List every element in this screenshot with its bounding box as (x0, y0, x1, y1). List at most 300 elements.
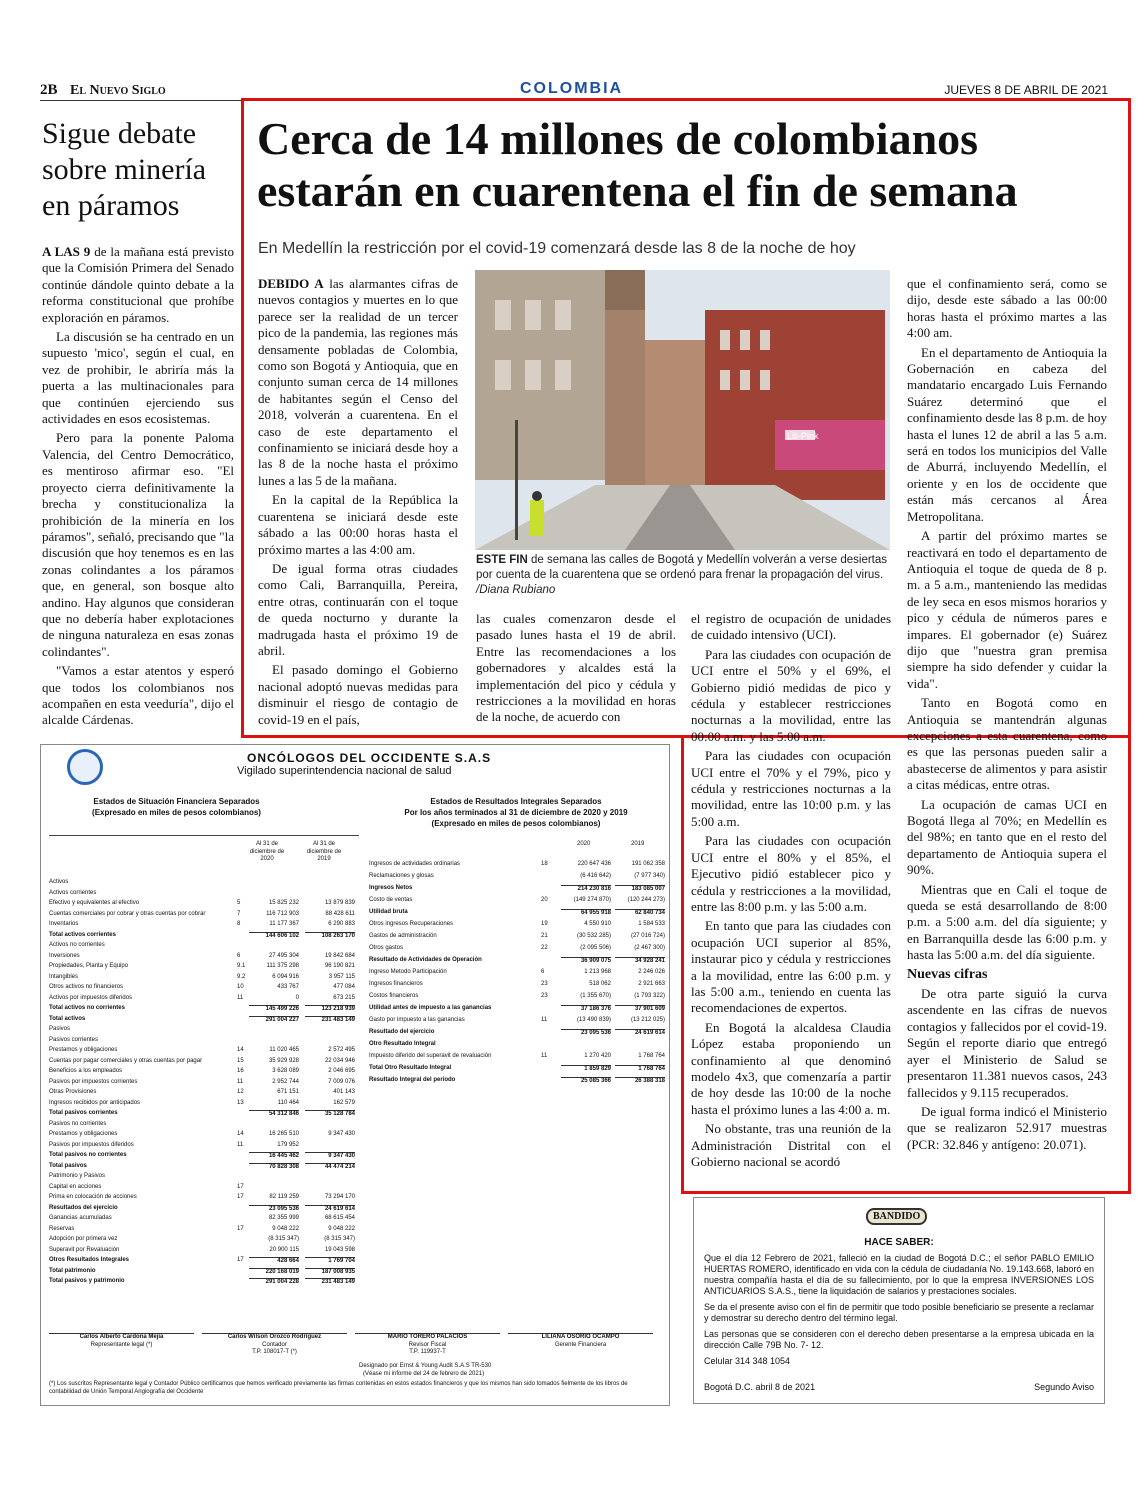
side-article-paragraph: La discusión se ha centrado en un supuesto 'mico', según el cual, en vez de prohibir, le abriría más la puerta a las multinacionales para que continúen ejerciendo sus actividades en esos ecosistemas. (42, 329, 234, 427)
main-article-subtitle: En Medellín la restricción por el covid-19 comenzará desde las 8 de la noche de hoy (258, 240, 856, 257)
row-value-2020: 16 265 510 (268, 1131, 299, 1137)
row-value-2020: (30 532 285) (576, 933, 611, 939)
signature (508, 1317, 653, 1349)
table-row (49, 1047, 359, 1058)
table-row (49, 1205, 359, 1216)
financial-statement (40, 744, 670, 1406)
balance-header-rule (49, 835, 359, 836)
table-row (369, 873, 665, 885)
row-value-2020: 671 151 (277, 1089, 299, 1095)
row-value-2019: 6 290 883 (328, 921, 355, 927)
row-label: Reclamaciones y glosas (369, 873, 434, 879)
row-value-2019: 68 615 454 (324, 1215, 355, 1221)
row-label: Prestamos y obligaciones (49, 1047, 118, 1053)
row-value-2020: 16 445 462 (249, 1152, 299, 1161)
table-row (49, 1016, 359, 1027)
row-label: Pasivos corrientes (49, 1036, 99, 1043)
table-row (49, 984, 359, 995)
main-article-paragraph: En el departamento de Antioquia la Gobernación en cabeza del mandatario encargado Luis Fernando Suárez determinó que el confinamiento desde las 8 p.m. de hoy hasta el lunes 12 de abril a las 5 a.m. será en todos los municipios del Valle de Aburrá, incluyendo Medellín, el oriente y en los de occidente que están más cercanos al Área Metropolitana. (907, 344, 1108, 524)
signature (355, 1317, 500, 1357)
row-value-2019: 24 619 614 (305, 1205, 355, 1214)
side-article-paragraph: de la mañana está previsto que la Comisión Primera del Senado continúe dándole quinto debate a la reforma constitucional que prohíbe exploración en páramos. (42, 244, 234, 325)
row-note: 14 (237, 1131, 244, 1137)
table-row (49, 1184, 359, 1195)
photo-credit: /Diana Rubiano (476, 584, 556, 596)
row-label: Ingreso Metodo Participación (369, 969, 447, 975)
financial-footnote: (*) Los suscritos Representante legal y Contador Público certificamos que hemos verificado previamente las firmas contenidas en estos estados financieros y que los mismos han sido tomados fielmente de los libros de contabilidad de Unión Temporal Angiografía del Occidente (49, 1381, 628, 1395)
main-article-col3 (691, 611, 891, 1173)
balance-title: Estados de Situación Financiera Separados (93, 797, 260, 806)
row-value-2019: 9 347 430 (328, 1131, 355, 1137)
row-value-2019: 1 769 704 (305, 1257, 355, 1266)
table-row (49, 974, 359, 985)
row-value-2020: 82 119 259 (269, 1194, 299, 1200)
row-note: 15 (237, 1057, 244, 1064)
balance-table (49, 879, 359, 1289)
row-label: Total pasivos no corrientes (49, 1152, 127, 1158)
row-value-2019: 1 768 764 (638, 1053, 665, 1059)
table-row (49, 1037, 359, 1048)
row-label: Resultados del ejercicio (49, 1204, 118, 1211)
table-row (49, 1068, 359, 1079)
table-row (369, 1029, 665, 1041)
table-row (49, 1247, 359, 1258)
row-label: Pasivos (49, 1026, 71, 1032)
row-value-2019: 2 046 695 (328, 1068, 355, 1074)
row-label: Efectivo y equivalentes al efectivo (49, 900, 140, 906)
income-col-2019: 2019 (631, 841, 645, 847)
row-value-2019: 88 428 611 (325, 910, 355, 917)
row-label: Otros activos no financieros (49, 984, 124, 990)
table-row (49, 942, 359, 953)
row-value-2020: 82 355 999 (268, 1215, 299, 1221)
street-photo (475, 270, 890, 550)
signature-role: Representante legal (*) (90, 1341, 153, 1348)
row-value-2019: 183 085 007 (615, 885, 665, 894)
row-label: Gasto por impuesto a las ganancias (369, 1017, 465, 1023)
row-label: Ingresos de actividades ordinarias (369, 861, 461, 867)
row-label: Ingresos Netos (369, 885, 413, 891)
main-article-paragraph: Para las ciudades con ocupación UCI entre el 80% y el 85%, el Ejecutivo pidió establecer pico y cédula y restricciones a la movilidad, entre las 8:00 p.m. y las 5:00 a.m. (691, 833, 891, 914)
table-row (49, 1194, 359, 1205)
signature-role: Contador (262, 1341, 287, 1348)
row-value-2019: (13 212 025) (630, 1017, 665, 1023)
row-label: Resultado de Actividades de Operación (369, 957, 482, 963)
main-article-col4 (907, 276, 1107, 1156)
signature-block (49, 1317, 661, 1363)
page-number: 2B (40, 82, 58, 98)
main-article-title: Cerca de 14 millones de colombianos estarán en cuarentena el fin de semana (257, 113, 1018, 216)
signature-name: Carlos Wilson Orozco Rodríguez (227, 1334, 322, 1340)
signature-tp: T.P. 119937-T (409, 1349, 446, 1356)
row-value-2019: 26 388 318 (615, 1077, 665, 1086)
table-row (49, 1236, 359, 1247)
side-article-body (42, 244, 234, 732)
signature-role: Revisor Fiscal (408, 1341, 447, 1348)
row-value-2020: 116 712 903 (266, 910, 299, 917)
row-note: 9.2 (237, 973, 246, 980)
table-row (369, 861, 665, 873)
row-note: 12 (237, 1089, 244, 1095)
row-label: Ganancias acumuladas (49, 1215, 112, 1221)
row-label: Ingresos recibidos por anticipados (49, 1099, 141, 1106)
table-row (49, 1089, 359, 1100)
row-value-2020: (13 490 839) (576, 1017, 611, 1023)
row-value-2019: 24 619 614 (615, 1029, 665, 1038)
main-article-paragraph: De igual forma otras ciudades como Cali, Barranquilla, Pereira, entre otras, continuarán con el toque de queda nocturno y durante la madrugada hasta el próximo 19 de abril. (258, 560, 458, 658)
auditor-note: Designado por Ernst & Young Audit S.A.S TR-530 (359, 1363, 492, 1369)
row-value-2020: 291 004 228 (249, 1278, 299, 1287)
table-row (49, 890, 359, 901)
table-row (369, 1041, 661, 1053)
row-note: 11 (237, 994, 244, 1001)
row-note: 8 (237, 921, 241, 927)
table-row (369, 993, 665, 1005)
row-value-2020: 291 004 227 (249, 1016, 299, 1025)
main-article-paragraph: las alarmantes cifras de nuevos contagios y muertes en lo que parece ser la realidad de un tercer pico de la pandemia, las regiones más densamente pobladas de Colombia, como son Bogotá y Antioquia, que en conjunto suman cerca de 14 millones de habitantes según el Censo del 2018, volverán a cuarentena. En el caso de este departamento el confinamiento se iniciará desde hoy a las 8 de la noche hasta el próximo lunes a las 5 de la mañana. (258, 276, 458, 488)
table-row (49, 1026, 359, 1037)
side-article-paragraph: "Vamos a estar atentos y esperó que todos los colombianos nos acompañen en esta veeduría", dijo el alcalde Cárdenas. (42, 663, 234, 728)
table-row (369, 921, 665, 933)
row-label: Reservas (49, 1225, 75, 1232)
row-value-2019: 9 347 430 (305, 1152, 355, 1161)
row-value-2020: 64 955 918 (561, 909, 611, 918)
row-label: Otras Provisiones (49, 1089, 97, 1095)
row-label: Total activos corrientes (49, 931, 116, 938)
income-title: Estados de Resultados Integrales Separados (430, 797, 602, 806)
row-value-2019: 162 579 (333, 1099, 355, 1106)
income-subtitle-units: (Expresado en miles de pesos colombianos) (431, 819, 601, 828)
row-value-2019: 673 215 (333, 994, 355, 1001)
row-value-2019: 13 879 839 (324, 900, 355, 906)
row-label: Pasivos por impuestos diferidos (49, 1141, 134, 1148)
row-value-2020: 220 647 436 (577, 861, 611, 867)
notice-paragraph: Que el día 12 Febrero de 2021, falleció en la ciudad de Bogotá D.C.; el señor PABLO EMILIO HUERTAS ROMERO, identificado en vida con la cédula de ciudadanía No. 19.143.668, laboró en nuestra compañía hasta el día de su fallecimiento, por lo que la empresa INVERSIONES LOS ANTICUARIOS S.A.S., tiene la liquidación de salarios y prestaciones sociales. (704, 1253, 1094, 1296)
row-value-2019: 73 294 170 (324, 1194, 355, 1200)
row-value-2019: 2 246 026 (638, 969, 665, 975)
row-note: 10 (237, 984, 244, 990)
table-row (369, 1017, 665, 1029)
row-value-2019: 35 128 784 (305, 1110, 355, 1119)
row-note: 6 (237, 952, 241, 959)
table-row (49, 1278, 359, 1289)
row-value-2020: 428 664 (249, 1257, 299, 1266)
table-row (49, 1268, 359, 1279)
table-row (49, 1110, 359, 1121)
row-label: Resultado del ejercicio (369, 1029, 435, 1035)
table-row (49, 1131, 359, 1142)
table-row (49, 921, 359, 932)
row-label: Cuentas comerciales por cobrar y otras cuentas por cobrar (49, 910, 206, 917)
table-row (369, 969, 665, 981)
notice-place-date: Bogotá D.C. abril 8 de 2021 (704, 1382, 816, 1392)
row-value-2020: 220 168 019 (249, 1268, 299, 1277)
row-value-2019: 191 062 358 (631, 861, 665, 867)
main-article-paragraph: Tanto en Bogotá como en Antioquia se mantendrán algunas excepciones a esta cuarentena, como es que las personas pueden salir a abastecerse de alimentos y para asistir a citas médicas, entre otras. (907, 695, 1107, 793)
row-value-2019: 7 009 076 (328, 1078, 355, 1085)
main-article-paragraph: Mientras que en Cali el toque de queda se está desarrollando de 8:00 p.m. a 5:00 a.m. del día siguiente; y en Barranquilla desde las 6:00 p.m. y hasta las 5:00 a.m. del día siguiente. (907, 881, 1107, 963)
row-value-2020: 433 767 (277, 984, 299, 990)
table-row (369, 1053, 665, 1065)
row-value-2019: 34 928 241 (615, 957, 665, 966)
row-label: Costos financieros (369, 993, 419, 999)
income-col-2020: 2020 (577, 841, 591, 847)
row-label: Otros Resultados Integrales (49, 1257, 130, 1263)
row-label: Pasivos por impuestos corrientes (49, 1078, 138, 1085)
row-label: Total pasivos corrientes (49, 1110, 118, 1116)
row-label: Ingresos financieros (369, 981, 423, 987)
signature-role: Gerente Financiera (554, 1341, 607, 1348)
row-label: Total activos (49, 1015, 86, 1022)
table-row (49, 963, 359, 974)
table-row (49, 1079, 359, 1090)
issue-date: JUEVES 8 DE ABRIL DE 2021 (944, 83, 1108, 97)
main-article-paragraph: La ocupación de camas UCI en Bogotá llega al 70%; en Medellín es del 98%; en tanto que en el resto del departamento de Antioquia supera el 90%. (907, 796, 1107, 878)
row-label: Total patrimonio (49, 1267, 96, 1274)
table-row (49, 1163, 359, 1174)
row-label: Otros gastos (369, 945, 404, 951)
side-article-title: Sigue debate sobre minería en páramos (42, 117, 207, 222)
main-article-paragraph: A partir del próximo martes se reactivará en todo el departamento de Antioquia el toque de queda de 8 p. m. a 5 a.m., manteniendo las medidas de ley seca en esos mismos horarios y pico y cédula de números pares e impares. El gobernador (e) Suárez dijo que "nuestra gran premisa siempre ha sido defender y cuidar la vida". (907, 528, 1107, 691)
shop-sign-label: Lili-Pink (787, 431, 819, 441)
main-article-paragraph: No obstante, tras una reunión de la Administración Distrital con el Gobierno nacional se acordó (691, 1121, 891, 1169)
row-value-2020: 3 628 089 (272, 1068, 299, 1074)
row-label: Otros ingresos Recuperaciones (369, 921, 454, 927)
row-value-2019: 19 842 684 (324, 952, 355, 959)
row-label: Resultado Integral del periodo (369, 1077, 456, 1083)
table-row (49, 932, 359, 943)
row-note: 11 (237, 1078, 244, 1085)
row-value-2020: 4 550 910 (584, 921, 611, 927)
row-value-2020: 36 909 075 (561, 957, 611, 966)
photo-caption (476, 553, 888, 598)
row-value-2020: 6 094 916 (272, 973, 299, 980)
auditor-note-date: (Véase mi informe del 24 de febrero de 2021) (363, 1371, 485, 1377)
table-row (49, 953, 359, 964)
row-value-2019: 96 190 821 (324, 963, 355, 969)
main-article-col1 (258, 276, 458, 731)
row-value-2019: 3 957 115 (328, 973, 355, 980)
table-row (49, 995, 359, 1006)
signature-name: MARIO TORERO PALACIOS (387, 1334, 468, 1340)
row-label: Utilidad antes de impuesto a las ganancias (369, 1005, 492, 1011)
row-value-2019: 108 263 170 (305, 932, 355, 941)
row-value-2020: 9 048 222 (272, 1225, 299, 1232)
row-value-2020: 111 375 298 (266, 963, 299, 969)
photo-caption-text: de semana las calles de Bogotá y Medellín volverán a verse desiertas por cuenta de la cuarentena que se ordenó para frenar la propagación del virus. (476, 554, 888, 581)
main-article-paragraph: Para las ciudades con ocupación UCI entre el 70% y el 79%, pico y cédula y restricciones nocturnas a la movilidad, entre las 10:00 p.m. y las 5:00 a.m. (691, 748, 891, 829)
row-note: 19 (541, 921, 548, 927)
row-note: 18 (541, 861, 548, 867)
company-logo (67, 749, 103, 785)
main-article-paragraph: De otra parte siguió la curva ascendente en las cifras de nuevos contagios y fallecidos por el covid-19. Según el reporte diario que entregó ayer el Ministerio de Salud se presentaron 11.381 nuevos casos, 243 fallecidos y 9.115 recuperados. (907, 986, 1107, 1100)
notice-number: Segundo Aviso (1034, 1382, 1094, 1392)
signature-name: Carlos Alberto Cardona Mejía (79, 1334, 164, 1340)
notice-phone: Celular 314 348 1054 (704, 1356, 791, 1366)
balance-col-2020: Al 31 de diciembre de 2020 (249, 841, 285, 863)
row-note: 6 (541, 969, 545, 975)
row-label: Activos corrientes (49, 889, 97, 896)
row-label: Costo de ventas (369, 897, 413, 903)
row-note: 5 (237, 900, 241, 906)
row-label: Adopción por primera vez (49, 1236, 118, 1242)
row-value-2019: 37 901 609 (615, 1005, 665, 1014)
notice-paragraph: Se da el presente aviso con el fin de permitir que todo posible beneficiario se presente a reclamar y demostrar su derecho dentro del término legal. (704, 1302, 1094, 1323)
side-article-paragraph: Pero para la ponente Paloma Valencia, del Centro Democrático, es mentiroso afirmar eso. "El proyecto cierra definitivamente la brecha y constitucionaliza la prohibición de la minería en los páramos", señaló, precisando que "la discusión que hoy tenemos es en las zonas colindantes a los páramos que, en general, son bosque alto andino. Hay algunos que consideran que no debería haber explotaciones de ninguna naturaleza en esas zonas colindantes". (42, 430, 234, 659)
notice-logo: BANDIDO (866, 1208, 927, 1225)
row-label: Activos (49, 879, 69, 885)
row-label: Activos por impuestos diferidos (49, 994, 133, 1001)
row-label: Gastos de administración (369, 933, 437, 939)
table-row (369, 933, 665, 945)
table-row (369, 1077, 665, 1089)
row-value-2020: 179 952 (277, 1141, 299, 1148)
row-label: Patrimonio y Pasivos (49, 1173, 106, 1179)
row-value-2019: 2 921 663 (638, 981, 665, 987)
row-value-2019: (120 244 273) (627, 897, 665, 903)
row-label: Propiedades, Planta y Equipo (49, 963, 129, 969)
balance-subtitle: (Expresado en miles de pesos colombianos) (92, 808, 261, 817)
row-value-2019: 2 572 495 (328, 1047, 355, 1053)
row-value-2020: 35 929 928 (268, 1057, 299, 1064)
table-row (369, 909, 665, 921)
row-label: Total pasivos (49, 1162, 87, 1169)
row-value-2019: (8 315 347) (324, 1236, 355, 1242)
row-value-2020: 20 900 115 (269, 1246, 299, 1253)
side-article-lead: A LAS 9 (42, 244, 91, 259)
photo-caption-lead: ESTE FIN (476, 554, 528, 566)
row-note: 23 (541, 993, 548, 999)
table-row (369, 981, 665, 993)
income-table (369, 861, 665, 1089)
row-value-2019: 123 218 939 (305, 1005, 355, 1014)
row-value-2020: 70 828 308 (249, 1163, 299, 1172)
table-row (49, 1100, 359, 1111)
row-value-2020: (6 416 642) (580, 873, 611, 879)
table-row (49, 1152, 359, 1163)
row-value-2019: 401 143 (333, 1089, 355, 1095)
row-value-2020: 23 095 536 (561, 1029, 611, 1038)
row-value-2020: (2 095 506) (580, 945, 611, 951)
balance-col-2019: Al 31 de diciembre de 2019 (306, 841, 342, 863)
row-value-2020: 110 464 (277, 1099, 299, 1106)
row-note: 17 (237, 1257, 244, 1263)
row-label: Inventarios (49, 921, 79, 927)
row-note: 7 (237, 910, 241, 917)
main-article-paragraph: En tanto que para las ciudades con ocupación UCI superior al 85%, instaurar pico y cédula y restricciones a la movilidad, entre las 6:00 p.m. y las 5:00 a.m., teniendo en cuenta las recomendaciones de expertos. (691, 918, 891, 1016)
signature (202, 1317, 347, 1357)
newspaper-name: El Nuevo Siglo (70, 83, 166, 98)
row-value-2019: 1 584 533 (638, 921, 665, 927)
row-label: Utilidad bruta (369, 909, 408, 915)
row-label: Total activos no corrientes (49, 1005, 125, 1011)
row-value-2020: 1 213 968 (584, 969, 611, 975)
row-note: 22 (541, 945, 548, 951)
row-value-2020: 27 495 304 (268, 952, 299, 959)
row-value-2020: 2 952 744 (272, 1078, 299, 1085)
row-note: 23 (541, 981, 548, 987)
row-note: 14 (237, 1047, 244, 1053)
row-value-2019: (27 016 724) (630, 933, 665, 939)
section-name: COLOMBIA (520, 80, 624, 97)
main-article-paragraph: En la capital de la República la cuarentena se iniciará desde este sábado a las 00:00 horas hasta el próximo martes a las 4:00 am. (258, 492, 458, 557)
main-article-subhead: Nuevas cifras (907, 966, 988, 982)
row-label: Otro Resultado Integral (369, 1041, 436, 1047)
main-article-col2 (476, 611, 676, 729)
row-value-2020: 15 825 232 (268, 900, 299, 906)
table-row (49, 1257, 359, 1268)
row-label: Inversiones (49, 952, 80, 959)
row-label: Impuesto diferido del superavit de revaluación (369, 1053, 492, 1059)
table-row (369, 897, 665, 909)
row-label: Capital en acciones (49, 1183, 102, 1190)
table-row (49, 900, 359, 911)
legal-notice (693, 1197, 1105, 1404)
row-label: Superavit por Revaluación (49, 1246, 120, 1253)
row-value-2020: (1 355 670) (580, 993, 611, 999)
row-value-2019: 22 034 946 (324, 1057, 355, 1064)
row-value-2019: (1 793 322) (634, 993, 665, 999)
company-supervision: Vigilado superintendencia nacional de salud (237, 765, 452, 777)
row-value-2020: 25 085 366 (561, 1077, 611, 1086)
table-row (49, 1121, 359, 1132)
company-name: ONCÓLOGOS DEL OCCIDENTE S.A.S (247, 751, 492, 765)
row-value-2020: 54 312 846 (249, 1110, 299, 1119)
main-article-paragraph: que el confinamiento será, como se dijo, desde este sábado a las 00:00 horas hasta el próximo martes a las 4:00 am. (907, 276, 1107, 341)
table-row (49, 1173, 359, 1184)
notice-paragraph: Las personas que se consideren con el derecho deben presentarse a la empresa ubicada en la dirección Calle 79B No. 7- 12. (704, 1329, 1094, 1350)
income-subtitle: Por los años terminados al 31 de diciembre de 2020 y 2019 (404, 808, 628, 817)
row-note: 11 (237, 1141, 244, 1148)
signature-tp: T.P. 108017-T (*) (252, 1349, 297, 1356)
row-value-2020: 11 020 465 (269, 1047, 299, 1053)
main-article-paragraph: El pasado domingo el Gobierno nacional adoptó nuevas medidas para disminuir el riesgo de contagio de covid-19 en el país, (258, 662, 458, 727)
row-label: Prima en colocación de acciones (49, 1194, 137, 1200)
row-label: Beneficios a los empleados (49, 1068, 123, 1074)
row-value-2019: 1 768 764 (615, 1065, 665, 1074)
row-label: Cuentas por pagar comerciales y otras cuentas por pagar (49, 1057, 203, 1064)
table-row (369, 945, 665, 957)
row-value-2019: 19 043 598 (324, 1246, 355, 1253)
row-value-2020: 518 062 (589, 981, 611, 987)
row-value-2019: 231 483 149 (305, 1016, 355, 1025)
table-row (49, 1058, 359, 1069)
row-note: 17 (237, 1183, 244, 1190)
row-value-2020: 1 270 420 (584, 1053, 611, 1059)
row-value-2020: (149 274 870) (573, 897, 611, 903)
row-note: 21 (541, 933, 548, 939)
main-article-lead: DEBIDO A (258, 276, 324, 291)
table-row (369, 957, 665, 969)
row-note: 13 (237, 1099, 244, 1106)
row-note: 17 (237, 1194, 244, 1200)
row-label: Activos no corrientes (49, 942, 105, 948)
row-value-2019: (7 977 340) (634, 873, 665, 879)
main-article-paragraph: De igual forma indicó el Ministerio que se realizaron 52.917 muestras (PCR: 32.846 y antígeno: 20.071). (907, 1103, 1107, 1152)
row-value-2020: 11 177 367 (269, 921, 299, 927)
signature-name: LILIANA OSORIO OCAMPO (541, 1334, 620, 1340)
row-label: Pasivos no corrientes (49, 1120, 107, 1127)
main-article-paragraph: las cuales comenzaron desde el pasado lunes hasta el 19 de abril. Entre las recomendaciones a los gobernadores y alcaldes está la implementación del pico y cédula y restricciones a la movilidad en horas de la noche, de acuerdo con (476, 611, 676, 725)
row-note: 20 (541, 897, 548, 903)
row-value-2020: 214 230 816 (561, 885, 611, 894)
row-value-2020: 23 095 536 (249, 1205, 299, 1214)
main-article-paragraph: En Bogotá la alcaldesa Claudia López estaba proponiendo un confinamiento al que denominó modelo 4x3, que comenzaría a partir de hoy desde las 10:00 de la noche hasta el próximo lunes a las 4:00 a. m. (691, 1019, 891, 1117)
row-value-2020: 145 499 226 (249, 1005, 299, 1014)
row-value-2019: (2 467 300) (634, 945, 665, 951)
row-label: Total pasivos y patrimonio (49, 1278, 125, 1284)
row-value-2019: 9 048 222 (328, 1225, 355, 1232)
